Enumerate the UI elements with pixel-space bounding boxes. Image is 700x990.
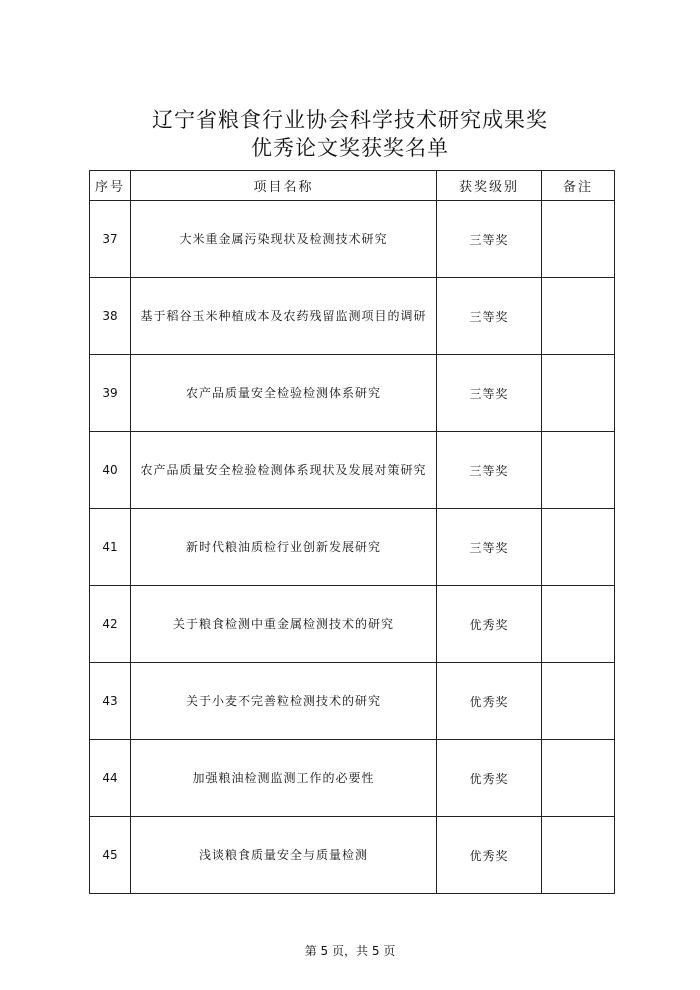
table-row <box>90 355 615 432</box>
row-note <box>542 201 615 278</box>
row-level: 三等奖 <box>437 278 542 355</box>
row-level: 三等奖 <box>437 355 542 432</box>
row-seq: 44 <box>90 740 131 817</box>
row-level: 优秀奖 <box>437 740 542 817</box>
header-note: 备注 <box>542 171 615 201</box>
row-note <box>542 740 615 817</box>
page-footer: 第 5 页，共 5 页 <box>304 944 396 958</box>
table-row <box>90 432 615 509</box>
row-note <box>542 355 615 432</box>
row-note <box>542 509 615 586</box>
header-seq: 序号 <box>90 171 131 201</box>
row-seq: 41 <box>90 509 131 586</box>
table-row <box>90 817 615 894</box>
row-note <box>542 432 615 509</box>
row-name: 大米重金属污染现状及检测技术研究 <box>131 201 437 278</box>
header-name: 项目名称 <box>131 171 437 201</box>
row-name: 基于稻谷玉米种植成本及农药残留监测项目的调研 <box>131 278 437 355</box>
row-seq: 38 <box>90 278 131 355</box>
row-name: 浅谈粮食质量安全与质量检测 <box>131 817 437 894</box>
header-level: 获奖级别 <box>437 171 542 201</box>
row-name: 新时代粮油质检行业创新发展研究 <box>131 509 437 586</box>
document-title: 辽宁省粮食行业协会科学技术研究成果奖 <box>152 108 548 132</box>
award-table <box>89 170 615 894</box>
table-row <box>90 201 615 278</box>
document-subtitle: 优秀论文奖获奖名单 <box>251 136 449 160</box>
row-level: 优秀奖 <box>437 663 542 740</box>
row-note <box>542 278 615 355</box>
table-row <box>90 278 615 355</box>
table-row <box>90 740 615 817</box>
row-note <box>542 663 615 740</box>
row-level: 三等奖 <box>437 432 542 509</box>
row-seq: 37 <box>90 201 131 278</box>
row-seq: 45 <box>90 817 131 894</box>
table-row <box>90 509 615 586</box>
row-seq: 40 <box>90 432 131 509</box>
row-level: 三等奖 <box>437 509 542 586</box>
table-header-row <box>90 171 615 201</box>
row-name: 关于粮食检测中重金属检测技术的研究 <box>131 586 437 663</box>
row-note <box>542 817 615 894</box>
row-level: 三等奖 <box>437 201 542 278</box>
row-seq: 42 <box>90 586 131 663</box>
row-level: 优秀奖 <box>437 817 542 894</box>
row-name: 关于小麦不完善粒检测技术的研究 <box>131 663 437 740</box>
row-seq: 43 <box>90 663 131 740</box>
table-row <box>90 663 615 740</box>
row-name: 加强粮油检测监测工作的必要性 <box>131 740 437 817</box>
row-note <box>542 586 615 663</box>
row-seq: 39 <box>90 355 131 432</box>
row-name: 农产品质量安全检验检测体系现状及发展对策研究 <box>131 432 437 509</box>
row-name: 农产品质量安全检验检测体系研究 <box>131 355 437 432</box>
row-level: 优秀奖 <box>437 586 542 663</box>
table-row <box>90 586 615 663</box>
